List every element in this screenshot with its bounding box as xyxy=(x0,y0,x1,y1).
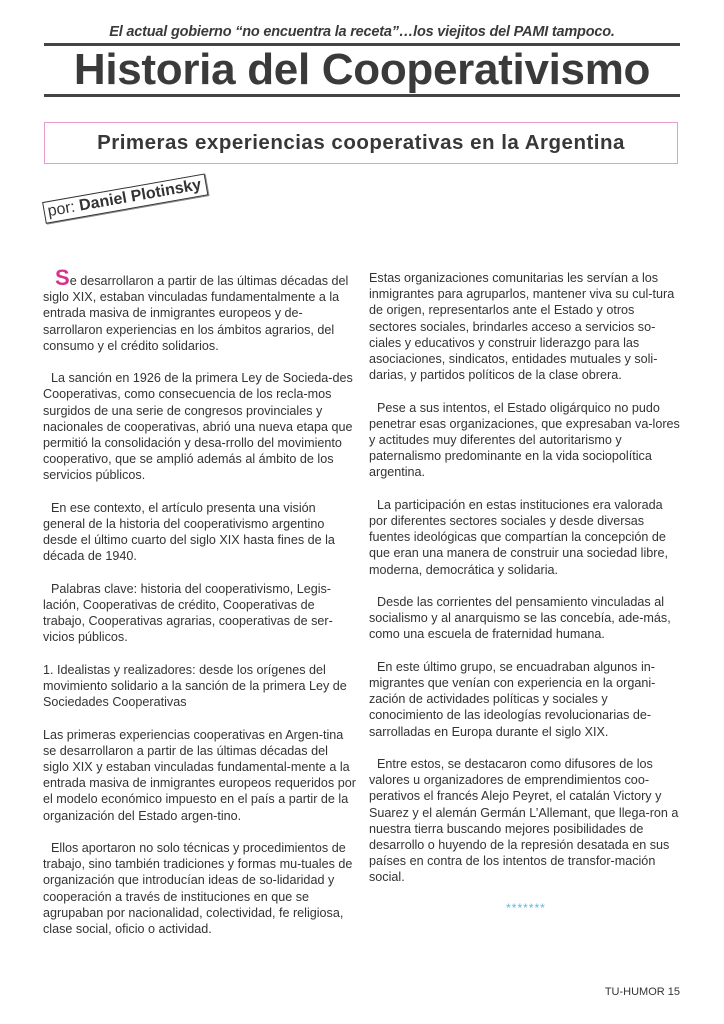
paragraph-text: Entre estos, se destacaron como difusores de los valores u organizadores de emprendimientos coo-perativos el francés Alejo Peyret, el catalán Victory y Suarez y el alemán Germán L’Allemant, que llega-ron a nuestra tierra buscando mejores posibilidades de desarrollo o huyendo de la represión desatada en sus países en contra de los intentos de transfor-mación social. xyxy=(369,757,679,885)
right-column xyxy=(369,270,683,916)
paragraph-text: Ellos aportaron no solo técnicas y procedimientos de trabajo, sino también tradiciones y formas mu-tuales de organización que introducían ideas de so-lidaridad y cooperación a través de instituciones en que se agrupaban por nacionalidad, colectividad, fe religiosa, clase social, oficio o actividad. xyxy=(43,841,353,937)
paragraph xyxy=(43,840,357,937)
section-heading: 1. Idealistas y realizadores: desde los orígenes del movimiento solidario a la sanción de la primera Ley de Sociedades Cooperativas xyxy=(43,662,347,710)
page-footer: TU-HUMOR 15 xyxy=(604,986,680,998)
paragraph-text: La sanción en 1926 de la primera Ley de Socieda-des Cooperativas, como consecuencia de los recla-mos surgidos de una serie de congresos provinciales y nacionales de cooperativas, abrió una nueva etapa que permitió la consolidación y desa-rrollo del movimiento cooperativo, que se amplió además al ámbito de los servicios públicos. xyxy=(43,371,353,483)
paragraph-text: e desarrollaron a partir de las últimas décadas del siglo XIX, estaban vinculadas fundamentalmente a la entrada masiva de inmigrantes europeos y de-sarrollaron experiencias en los ámbitos agrarios, del consumo y el crédito solidarios. xyxy=(43,274,349,353)
kicker-headline: El actual gobierno “no encuentra la receta”…los viejitos del PAMI tampoco. xyxy=(109,24,615,40)
paragraph xyxy=(369,659,683,740)
paragraph-text: Pese a sus intentos, el Estado oligárquico no pudo penetrar esas organizaciones, que expresaban va-lores y actitudes muy diferentes del autoritarismo y paternalismo predominante en la vida sociopolítica argentina. xyxy=(369,400,680,480)
paragraph-lead xyxy=(43,265,357,354)
paragraph-text: En ese contexto, el artículo presenta una visión general de la historia del cooperativismo argentino desde el último cuarto del siglo XIX hasta fines de la década de 1940. xyxy=(43,500,335,564)
paragraph: Las primeras experiencias cooperativas en Argen-tina se desarrollaron a partir de las últimas décadas del siglo XIX y estaban vinculadas fundamental-mente a la entrada masiva de inmigrantes europeos requeridos por el modelo económico impuesto en el país a partir de la organización del Estado argen-tino. xyxy=(43,727,356,823)
paragraph-text: En este último grupo, se encuadraban algunos in-migrantes que venían con experiencia en la organi-zación de actividades políticas y sociales y conocimiento de las ideologías revolucionarias de-sarrolladas en Europa durante el siglo XIX. xyxy=(369,659,656,739)
drop-cap: S xyxy=(55,265,70,290)
paragraph-text: Desde las corrientes del pensamiento vinculadas al socialismo y al anarquismo se las concebía, ade-más, como una escuela de fraternidad humana. xyxy=(369,595,671,642)
left-column xyxy=(43,265,357,953)
byline-prefix: por: xyxy=(46,198,77,221)
paragraph-text: Palabras clave: historia del cooperativismo, Legis-lación, Cooperativas de crédito, Cooperativas de trabajo, Cooperativas agrarias, cooperativas de ser-vicios públicos. xyxy=(43,581,333,645)
subtitle: Primeras experiencias cooperativas en la Argentina xyxy=(97,131,625,154)
paragraph xyxy=(369,400,683,481)
paragraph: Estas organizaciones comunitarias les servían a los inmigrantes para agruparlos, mantener viva su cul-tura de origen, representarlos ante el Estado y otros sectores sociales, brindarles acceso a servicios so-ciales y educativos y construir liderazgo para las asociaciones, sindicatos, entidades mutuales y soli-darias, y partidos políticos de la clase obrera. xyxy=(369,271,675,383)
paragraph xyxy=(369,497,683,578)
end-mark-stars: ******* xyxy=(506,900,546,915)
paragraph xyxy=(43,370,357,483)
paragraph-text: La participación en estas instituciones era valorada por diferentes sectores sociales y desde diversas fuentes ideológicas que compartían la concepción de que eran una manera de construir una sociedad libre, moderna, democrática y solidaria. xyxy=(369,497,668,577)
byline-stamp xyxy=(42,174,208,224)
page-title: Historia del Cooperativismo xyxy=(73,45,651,94)
paragraph xyxy=(369,594,683,643)
paragraph xyxy=(369,756,683,886)
paragraph-keywords xyxy=(43,581,357,646)
byline-author: Daniel Plotinsky xyxy=(77,176,203,215)
bottom-rule xyxy=(44,94,680,97)
subtitle-box xyxy=(44,122,678,164)
paragraph xyxy=(43,500,357,565)
